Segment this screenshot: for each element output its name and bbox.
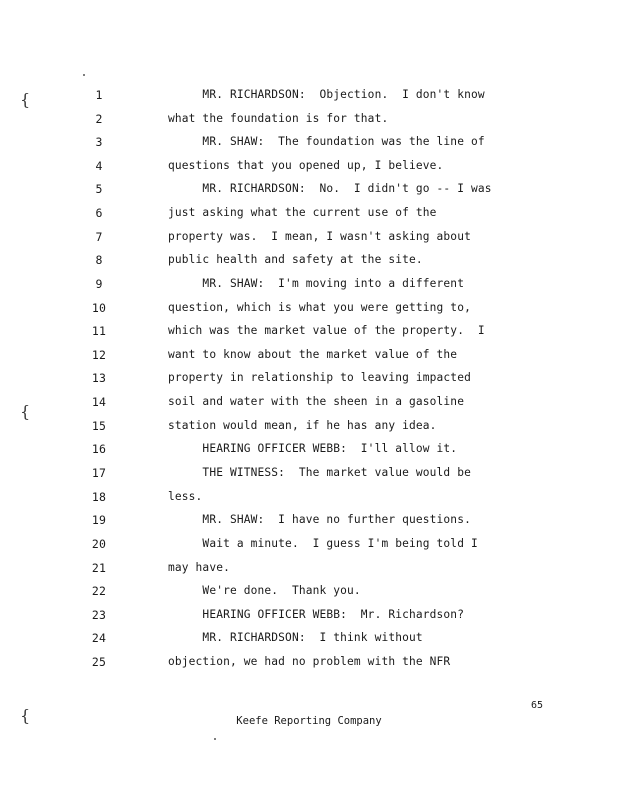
line-number: 19 bbox=[91, 513, 107, 527]
line-number: 20 bbox=[91, 537, 107, 551]
transcript-line: Wait a minute. I guess I'm being told I bbox=[168, 537, 478, 550]
line-number: 23 bbox=[91, 608, 107, 622]
line-number: 3 bbox=[95, 135, 103, 149]
line-number: 2 bbox=[95, 112, 103, 126]
line-number: 7 bbox=[95, 230, 103, 244]
margin-bracket-mark: { bbox=[20, 706, 31, 725]
line-number: 9 bbox=[95, 277, 103, 291]
transcript-line: public health and safety at the site. bbox=[168, 253, 423, 266]
line-number: 5 bbox=[95, 182, 103, 196]
line-number: 1 bbox=[95, 88, 103, 102]
transcript-line: MR. SHAW: I'm moving into a different bbox=[168, 277, 465, 290]
line-number: 18 bbox=[91, 490, 107, 504]
transcript-line: station would mean, if he has any idea. bbox=[168, 419, 437, 432]
line-number: 14 bbox=[91, 395, 107, 409]
transcript-line: property was. I mean, I wasn't asking about bbox=[168, 230, 471, 243]
line-number: 6 bbox=[95, 206, 103, 220]
transcript-line: MR. RICHARDSON: Objection. I don't know bbox=[168, 88, 485, 101]
margin-bracket-mark: { bbox=[20, 90, 31, 109]
transcript-line: THE WITNESS: The market value would be bbox=[168, 466, 471, 479]
line-number: 4 bbox=[95, 159, 103, 173]
line-number: 22 bbox=[91, 584, 107, 598]
transcript-line: soil and water with the sheen in a gasoline bbox=[168, 395, 465, 408]
scan-speck bbox=[214, 738, 216, 740]
line-number: 24 bbox=[91, 631, 107, 645]
transcript-line: HEARING OFFICER WEBB: Mr. Richardson? bbox=[168, 608, 465, 621]
line-number: 11 bbox=[91, 324, 107, 338]
transcript-line: MR. RICHARDSON: I think without bbox=[168, 631, 423, 644]
scan-speck bbox=[83, 74, 85, 76]
transcript-line: MR. RICHARDSON: No. I didn't go -- I was bbox=[168, 182, 492, 195]
line-number: 17 bbox=[91, 466, 107, 480]
transcript-line: objection, we had no problem with the NFR bbox=[168, 655, 451, 668]
transcript-line: questions that you opened up, I believe. bbox=[168, 159, 444, 172]
line-number: 8 bbox=[95, 253, 103, 267]
transcript-line: question, which is what you were getting to, bbox=[168, 301, 471, 314]
line-number: 25 bbox=[91, 655, 107, 669]
transcript-line: less. bbox=[168, 490, 203, 503]
transcript-line: We're done. Thank you. bbox=[168, 584, 361, 597]
transcript-line: may have. bbox=[168, 561, 230, 574]
line-number: 15 bbox=[91, 419, 107, 433]
transcript-line: MR. SHAW: I have no further questions. bbox=[168, 513, 471, 526]
transcript-line: HEARING OFFICER WEBB: I'll allow it. bbox=[168, 442, 458, 455]
transcript-line: want to know about the market value of the bbox=[168, 348, 458, 361]
transcript-line: property in relationship to leaving impacted bbox=[168, 371, 471, 384]
line-number: 12 bbox=[91, 348, 107, 362]
footer-reporting-company: Keefe Reporting Company bbox=[236, 715, 382, 727]
transcript-line: which was the market value of the property. I bbox=[168, 324, 485, 337]
line-number: 21 bbox=[91, 561, 107, 575]
transcript-line: MR. SHAW: The foundation was the line of bbox=[168, 135, 485, 148]
transcript-line: what the foundation is for that. bbox=[168, 112, 389, 125]
line-number: 13 bbox=[91, 371, 107, 385]
line-number: 16 bbox=[91, 442, 107, 456]
page-number: 65 bbox=[531, 700, 544, 711]
margin-bracket-mark: { bbox=[20, 402, 31, 421]
transcript-line: just asking what the current use of the bbox=[168, 206, 437, 219]
line-number: 10 bbox=[91, 301, 107, 315]
